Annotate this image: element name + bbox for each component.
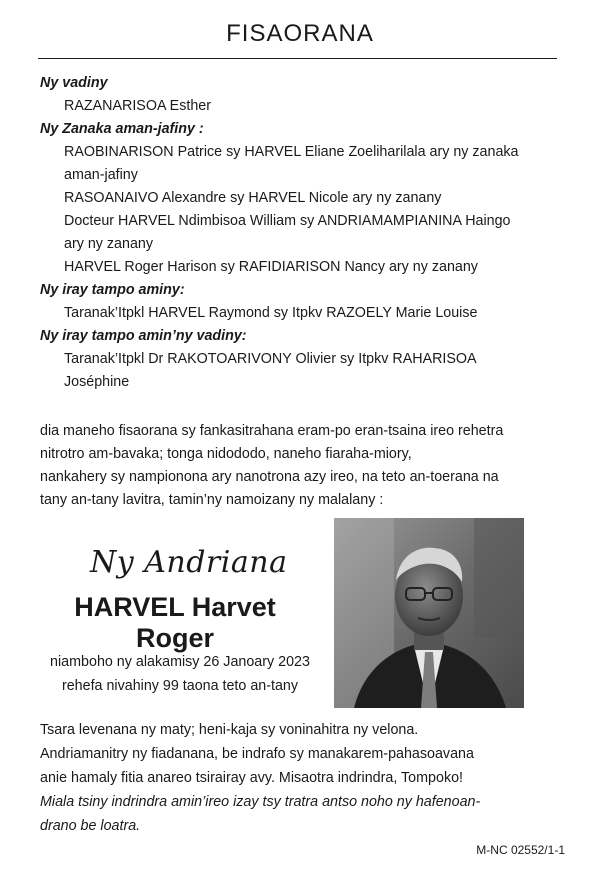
title-divider [38,58,557,59]
iray-tampo-vady-line: Taranak’Itpkl Dr RAKOTOARIVONY Olivier sy Itpkv RAHARISOA [64,351,477,367]
date-line: niamboho ny alakamisy 26 Janoary 2023 [50,654,310,670]
zanaka-line: ary ny zanany [64,236,154,252]
zanaka-line: HARVEL Roger Harison sy RAFIDIARISON Nancy ary ny zanany [64,259,478,275]
iray-tampo-vady-heading: Ny iray tampo amin’ny vadiny: [40,328,247,344]
iray-tampo-vady-line: Joséphine [64,374,130,390]
zanaka-line: RAOBINARISON Patrice sy HARVEL Eliane Zoeliharilala ary ny zanaka [64,144,519,160]
notice-title: FISAORANA [226,20,374,47]
age-line: rehefa nivahiny 99 taona teto an-tany [61,678,299,694]
deceased-name: HARVEL Harvet Roger [74,592,276,653]
zanaka-line: Docteur HARVEL Ndimbisoa William sy ANDRIAMAMPIANINA Haingo [64,213,511,229]
portrait-photo [334,518,524,708]
honorific-script: Ny Andriana [90,545,288,580]
reference-code: M-NC 02552/1-1 [476,843,565,857]
vadiny-name: RAZANARISOA Esther [64,98,211,114]
closing-line: Andriamanitry ny fiadanana, be indrafo sy manakarem-pahasoavana [40,746,474,762]
paragraph-line: nitrotro am-bavaka; tonga nidododo, naneho fiaraha-miory, [40,446,412,462]
portrait-image [334,518,524,708]
family-list [40,72,560,394]
iray-tampo-heading: Ny iray tampo aminy: [40,282,185,298]
zanaka-line: RASOANAIVO Alexandre sy HARVEL Nicole ary ny zanany [64,190,442,206]
paragraph-line: dia maneho fisaorana sy fankasitrahana eram-po eran-tsaina ireo rehetra [40,423,504,439]
closing-text [40,718,560,838]
vadiny-heading: Ny vadiny [40,75,108,91]
zanaka-heading: Ny Zanaka aman-jafiny : [40,121,204,137]
deceased-dates [35,650,325,698]
iray-tampo-line: Taranak’Itpkl HARVEL Raymond sy Itpkv RAZOELY Marie Louise [64,305,478,321]
apology-line: Miala tsiny indrindra amin’ireo izay tsy tratra antso noho ny hafenoan- [40,794,481,810]
paragraph-line: tany an-tany lavitra, tamin’ny namoizany ny malalany : [40,492,384,508]
zanaka-line: aman-jafiny [64,167,138,183]
closing-line: Tsara levenana ny maty; heni-kaja sy voninahitra ny velona. [40,722,419,738]
closing-line: anie hamaly fitia anareo tsirairay avy. Misaotra indrindra, Tompoko! [40,770,464,786]
paragraph-line: nankahery sy nampionona ary nanotrona azy ireo, na teto an-toerana na [40,469,499,485]
thanks-paragraph [40,420,560,512]
apology-line: drano be loatra. [40,818,141,834]
